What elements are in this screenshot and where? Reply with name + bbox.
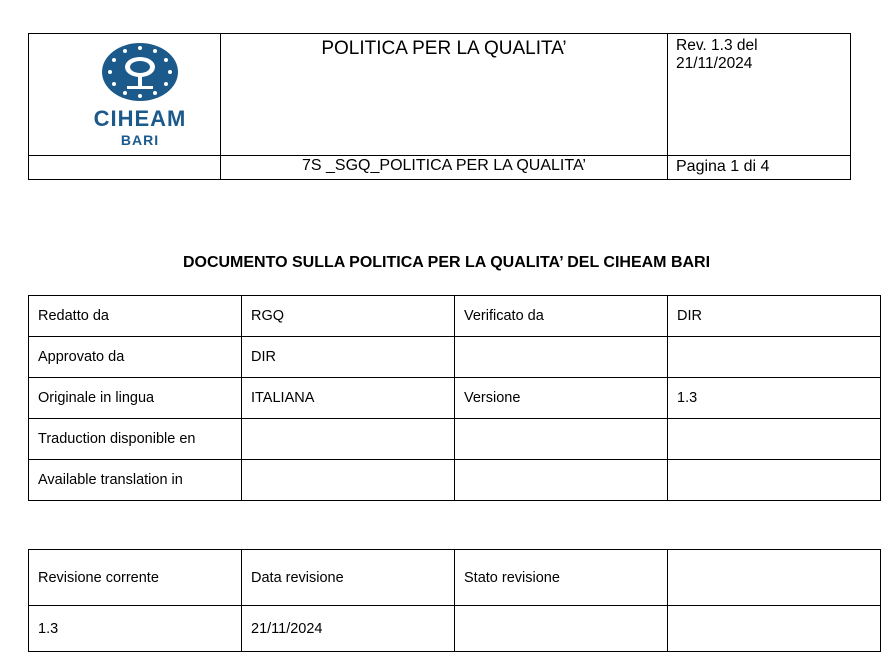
- table-cell: Traduction disponible en: [29, 419, 242, 460]
- table-row: [29, 606, 881, 652]
- table-cell: ITALIANA: [242, 378, 455, 419]
- table-cell: Versione: [455, 378, 668, 419]
- revision-info: [676, 37, 846, 73]
- logo-subtext: BARI: [120, 132, 160, 148]
- table-cell: Originale in lingua: [29, 378, 242, 419]
- header-divider: [29, 155, 850, 156]
- table-cell: [668, 419, 881, 460]
- table-cell: Verificato da: [455, 296, 668, 337]
- table-cell: Data revisione: [242, 550, 455, 606]
- table-row: [29, 419, 881, 460]
- table-cell: Redatto da: [29, 296, 242, 337]
- logo-text: CIHEAM: [93, 106, 187, 131]
- table-cell: 21/11/2024: [242, 606, 455, 652]
- table-cell: Available translation in: [29, 460, 242, 501]
- table-cell: [455, 460, 668, 501]
- table-cell: Approvato da: [29, 337, 242, 378]
- table-cell: [668, 337, 881, 378]
- ciheam-logo: [85, 42, 195, 152]
- table-row: [29, 550, 881, 606]
- table-cell: [242, 460, 455, 501]
- table-cell: [668, 550, 881, 606]
- table-cell: DIR: [242, 337, 455, 378]
- table-cell: [455, 606, 668, 652]
- page-title: DOCUMENTO SULLA POLITICA PER LA QUALITA’ DEL CIHEAM BARI: [182, 254, 711, 271]
- page-number: Pagina 1 di 4: [676, 158, 770, 175]
- document-header: [28, 33, 851, 180]
- table-cell: Revisione corrente: [29, 550, 242, 606]
- header-title: POLITICA PER LA QUALITA’: [321, 38, 567, 59]
- revision-line: Rev. 1.3 del: [676, 37, 758, 54]
- info-table: [28, 295, 881, 501]
- table-cell: 1.3: [29, 606, 242, 652]
- table-cell: [668, 460, 881, 501]
- revision-date: 21/11/2024: [676, 55, 753, 72]
- table-cell: DIR: [668, 296, 881, 337]
- table-row: [29, 460, 881, 501]
- table-row: [29, 296, 881, 337]
- table-cell: [668, 606, 881, 652]
- table-row: [29, 378, 881, 419]
- revision-table: [28, 549, 881, 652]
- table-row: [29, 337, 881, 378]
- table-cell: [455, 419, 668, 460]
- table-cell: [242, 419, 455, 460]
- document-code: 7S _SGQ_POLITICA PER LA QUALITA’: [302, 157, 586, 174]
- table-cell: 1.3: [668, 378, 881, 419]
- ciheam-emblem-icon: [95, 42, 185, 102]
- table-cell: [455, 337, 668, 378]
- table-cell: RGQ: [242, 296, 455, 337]
- table-cell: Stato revisione: [455, 550, 668, 606]
- header-divider: [667, 34, 668, 179]
